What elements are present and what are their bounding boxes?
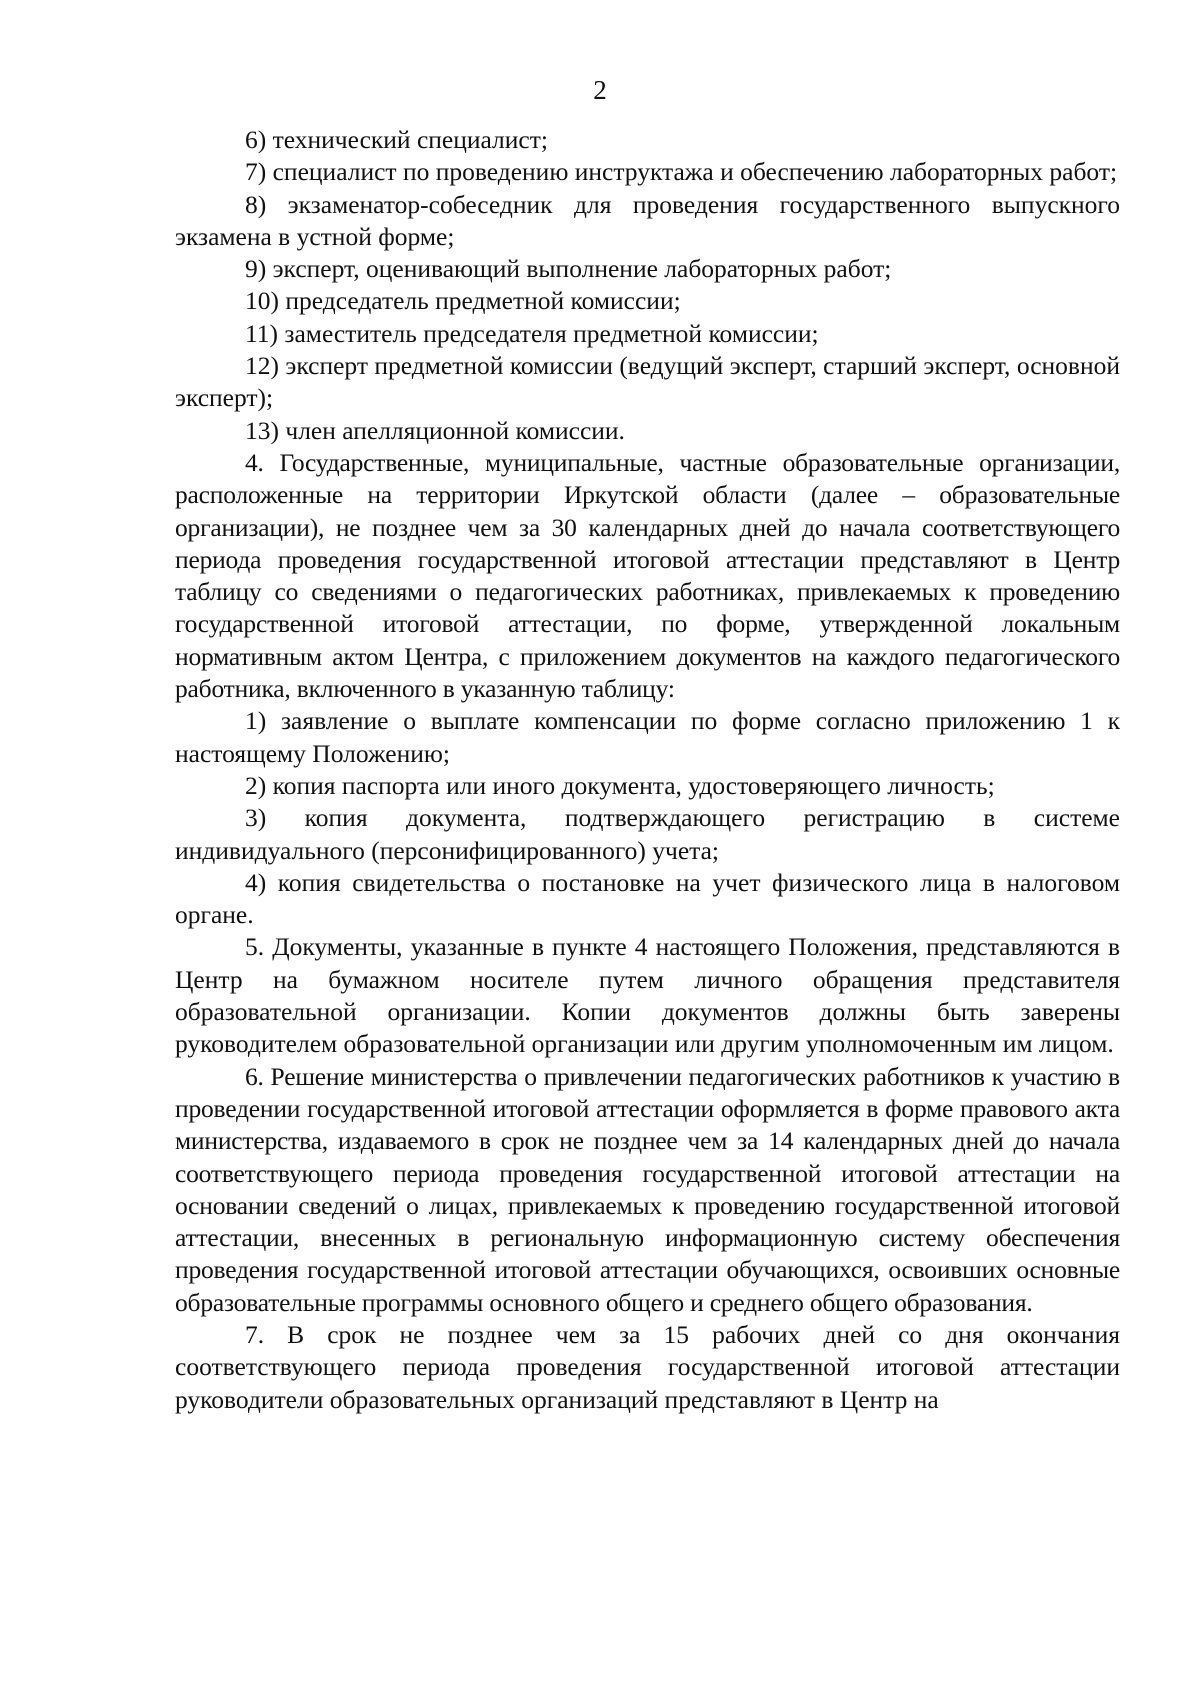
clause-5: 5. Документы, указанные в пункте 4 настоящего Положения, представляются в Центр на бумажном носителе путем личного обращения представителя образовательной организации. Копии документов должны быть заверены руководителем образовательной организации или другим уполномоченным им лицом. — [175, 932, 1120, 1059]
doc-item-tax-certificate: 4) копия свидетельства о постановке на учет физического лица в налоговом органе. — [175, 867, 1120, 930]
doc-item-passport: 2) копия паспорта или иного документа, удостоверяющего личность; — [245, 770, 995, 800]
page-number: 2 — [593, 75, 607, 105]
list-item-commission-chair: 10) председатель предметной комиссии; — [245, 286, 681, 316]
list-item-deputy-chair: 11) заместитель председателя предметной комиссии; — [245, 318, 819, 348]
clause-7: 7. В срок не позднее чем за 15 рабочих дней со дня окончания соответствующего периода проведения государственной итоговой аттестации руководители образовательных организаций представляют в Центр на — [175, 1319, 1120, 1414]
list-item-technical-specialist: 6) технический специалист; — [245, 125, 548, 154]
list-item-oral-examiner: 8) экзаменатор-собеседник для проведения государственного выпускного экзамена в устной форме; — [175, 189, 1120, 251]
list-item-appeal-member: 13) член апелляционной комиссии. — [245, 415, 625, 445]
clause-6: 6. Решение министерства о привлечении педагогических работников к участию в проведении государственной итоговой аттестации оформляется в форме правового акта министерства, издаваемого в срок не позднее чем за 14 календарных дней до начала соответствующего периода проведения государственной итоговой аттестации на основании сведений о лицах, привлекаемых к проведению государственной итоговой аттестации, внесенных в региональную информационную систему обеспечения проведения государственной итоговой аттестации обучающихся, освоивших основные образовательные программы основного общего и среднего общего образования. — [175, 1061, 1120, 1317]
clause-4: 4. Государственные, муниципальные, частные образовательные организации, расположенные на территории Иркутской области (далее – образовательные организации), не позднее чем за 30 календарных дней до начала соответствующего периода проведения государственной итоговой аттестации представляют в Центр таблицу со сведениями о педагогических работниках, привлекаемых к проведению государственной итоговой аттестации, по форме, утвержденной локальным нормативным актом Центра, с приложением документов на каждого педагогического работника, включенного в указанную таблицу: — [175, 447, 1120, 704]
list-item-commission-expert: 12) эксперт предметной комиссии (ведущий эксперт, старший эксперт, основной эксперт); — [175, 351, 1120, 413]
doc-item-registration: 3) копия документа, подтверждающего регистрацию в системе индивидуального (персонифицированного) учета; — [175, 803, 1120, 865]
document-body — [175, 124, 1120, 1416]
doc-item-application: 1) заявление о выплате компенсации по форме согласно приложению 1 к настоящему Положению; — [175, 706, 1120, 768]
list-item-lab-instruction-specialist: 7) специалист по проведению инструктажа и обеспечению лабораторных работ; — [245, 157, 1118, 187]
list-item-lab-expert: 9) эксперт, оценивающий выполнение лабораторных работ; — [245, 254, 892, 284]
